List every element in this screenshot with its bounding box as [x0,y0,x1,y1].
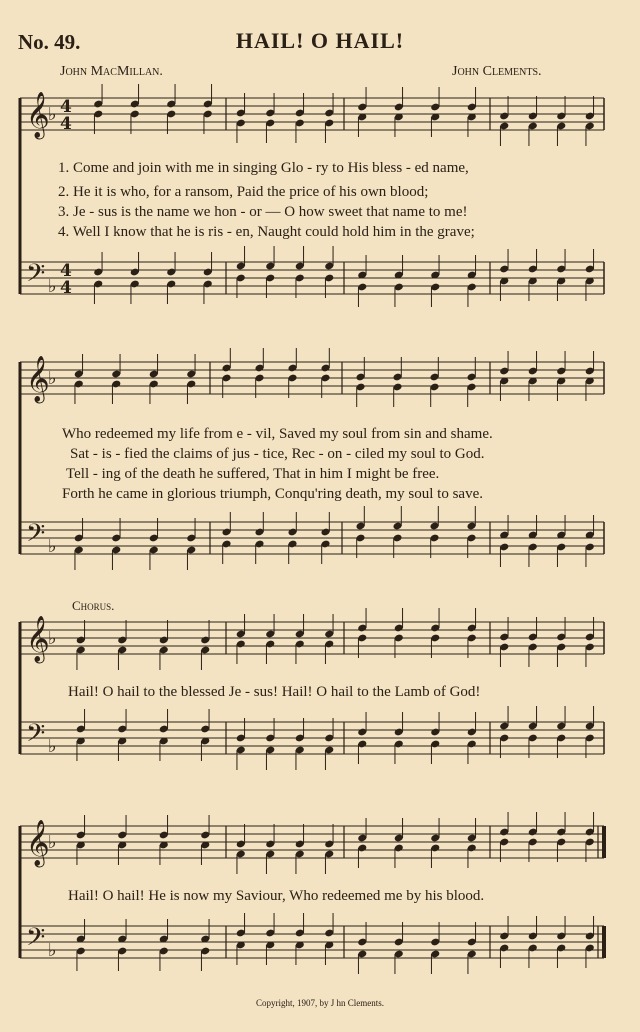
bass-clef: 𝄢 [26,719,46,754]
bass-clef: 𝄢 [26,923,46,958]
verse-2-line-1: 2. He it is who, for a ransom, Paid the price of his own blood; [58,184,429,200]
hymn-title: HAIL! O HAIL! [235,28,405,53]
verse-4-line-1: 4. Well I know that he is ris - en, Naught could hold him in the grave; [58,224,475,240]
time-signature-bottom: 4 [60,278,72,298]
time-signature-top: 4 [60,261,72,281]
flat-sign: ♭ [48,628,57,649]
verse-1-line-2: Who redeemed my life from e - vil, Saved my soul from sin and shame. [62,426,493,442]
flat-sign: ♭ [48,104,57,125]
chorus-line-2: Hail! O hail! He is now my Saviour, Who redeemed me by his blood. [68,888,485,904]
flat-sign: ♭ [48,368,57,389]
verse-4-line-2: Forth he came in glorious triumph, Conqu'ring death, my soul to save. [62,486,483,502]
verse-3-line-1: 3. Je - sus is the name we hon - or — O how sweet that name to me! [58,204,468,220]
flat-sign: ♭ [48,832,57,853]
treble-clef: 𝄞 [26,356,50,402]
flat-sign: ♭ [48,276,57,297]
chorus-line-1: Hail! O hail to the blessed Je - sus! Hail! O hail to the Lamb of God! [68,684,481,700]
verse-1-line-1: 1. Come and join with me in singing Glo - ry to His bless - ed name, [58,160,469,176]
bass-clef: 𝄢 [26,519,46,554]
chorus-label: Chorus. [72,598,115,613]
treble-clef: 𝄞 [26,820,50,866]
composer-credit: John Clements. [452,64,542,79]
time-signature-top: 4 [60,97,72,117]
hymn-number: No. 49. [18,30,81,54]
lyricist-credit: John MacMillan. [60,64,163,79]
treble-clef: 𝄞 [26,616,50,662]
bass-clef: 𝄢 [26,259,46,294]
flat-sign: ♭ [48,736,57,757]
copyright-notice: Copyright, 1907, by J hn Clements. [256,998,384,1008]
treble-clef: 𝄞 [26,92,50,138]
verse-3-line-2: Tell - ing of the death he suffered, That in him I might be free. [66,466,440,482]
flat-sign: ♭ [48,536,57,557]
time-signature-bottom: 4 [60,114,72,134]
flat-sign: ♭ [48,940,57,961]
verse-2-line-2: Sat - is - fied the claims of jus - tice, Rec - on - ciled my soul to God. [70,446,485,462]
